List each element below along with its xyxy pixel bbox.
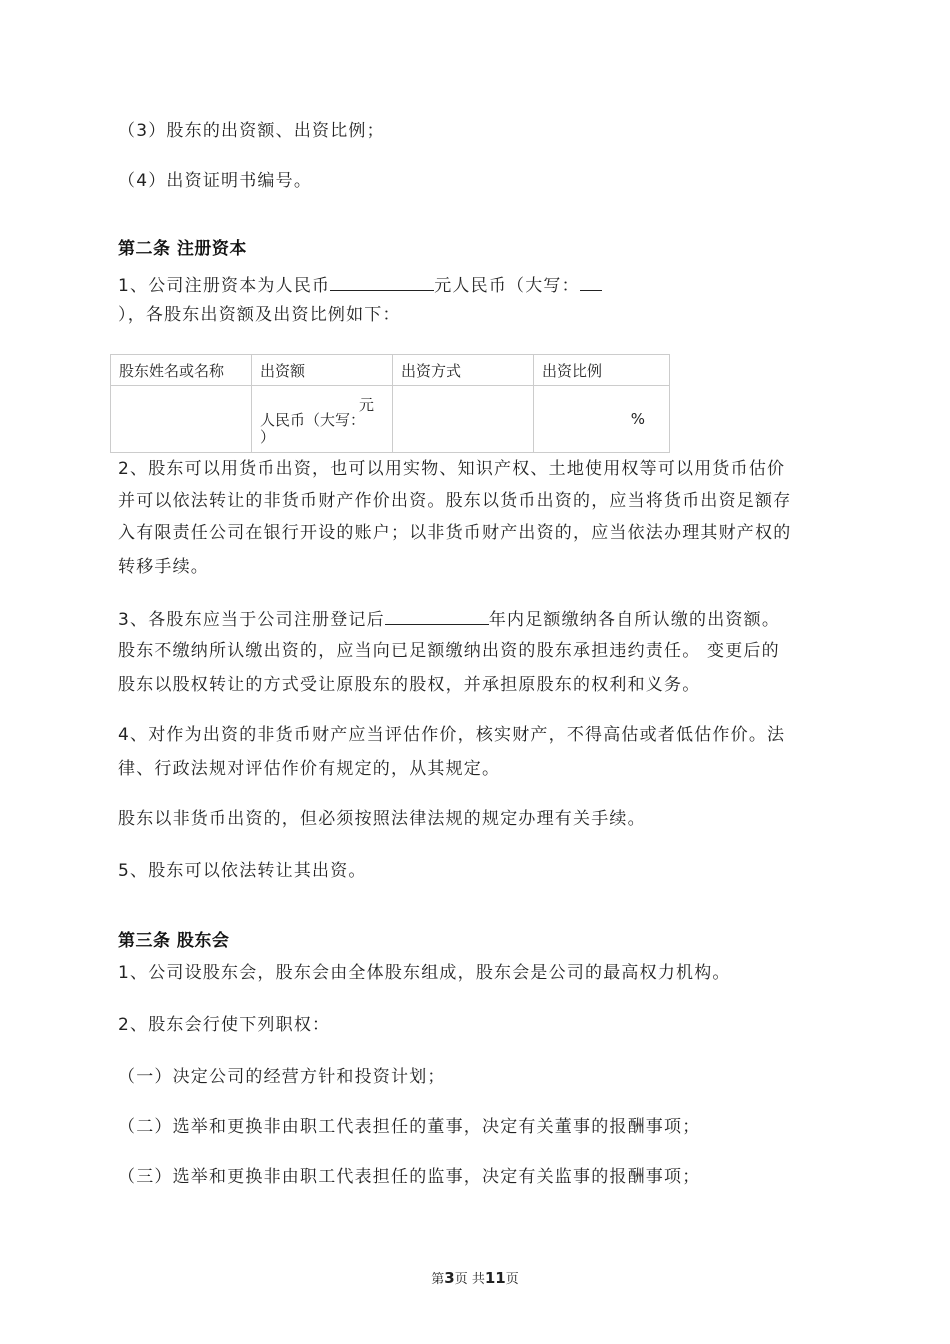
capital-contribution-table — [110, 354, 670, 453]
header-shareholder-name: 股东姓名或名称 — [111, 355, 252, 386]
item-4: （4）出资证明书编号。 — [118, 171, 313, 191]
article-2-para-4-line-1: 4、对作为出资的非货币财产应当评估作价，核实财产，不得高估或者低估作价。法 — [118, 725, 786, 745]
article-2-para-2-line-2: 并可以依法转让的非货币财产作价出资。股东以货币出资的，应当将货币出资足额存 — [118, 491, 792, 511]
amount-yuan-label: 元 — [358, 396, 374, 414]
para-3-text-a: 3、各股东应当于公司注册登记后 — [118, 610, 385, 630]
item-3: （3）股东的出资额、出资比例； — [118, 121, 385, 141]
article-3-para-1: 1、公司设股东会，股东会由全体股东组成，股东会是公司的最高权力机构。 — [118, 963, 731, 983]
header-contribution-method: 出资方式 — [393, 355, 534, 386]
para-1-text-a: 1、公司注册资本为人民币 — [118, 276, 331, 296]
para-1-text-b: 元人民币（大写： — [434, 276, 580, 296]
table-header-row — [111, 355, 670, 386]
header-contribution-ratio: 出资比例 — [534, 355, 670, 386]
footer-page-number: 3 — [444, 1269, 455, 1287]
header-contribution-amount: 出资额 — [252, 355, 393, 386]
article-3-item-3: （三）选举和更换非由职工代表担任的监事，决定有关监事的报酬事项； — [118, 1167, 701, 1187]
article-2-title: 第二条 注册资本 — [118, 239, 247, 259]
article-3-item-1: （一）决定公司的经营方针和投资计划； — [118, 1067, 446, 1087]
article-3-title: 第三条 股东会 — [118, 931, 230, 951]
footer-ye: 页 — [505, 1272, 519, 1287]
cell-shareholder-name[interactable] — [111, 386, 252, 453]
article-2-para-2-line-1: 2、股东可以用货币出资，也可以用实物、知识产权、土地使用权等可以用货币估价 — [118, 459, 786, 479]
article-2-para-4-line-2: 律、行政法规对评估作价有规定的，从其规定。 — [118, 759, 501, 779]
payment-years-blank[interactable] — [385, 606, 489, 625]
article-2-para-5: 5、股东可以依法转让其出资。 — [118, 861, 367, 881]
article-2-para-4-line-3: 股东以非货币出资的，但必须按照法律法规的规定办理有关手续。 — [118, 809, 646, 829]
article-2-para-3-line-2: 股东不缴纳所认缴出资的，应当向已足额缴纳出资的股东承担违约责任。 变更后的 — [118, 641, 780, 661]
table-row — [111, 386, 670, 453]
cell-contribution-method[interactable] — [393, 386, 534, 453]
amount-close-paren: ） — [260, 428, 276, 446]
article-2-para-1 — [118, 272, 602, 297]
article-2-para-2-line-3: 入有限责任公司在银行开设的账户；以非货币财产出资的，应当依法办理其财产权的 — [118, 523, 792, 543]
cell-contribution-ratio[interactable]: % — [534, 386, 670, 453]
para-3-text-b: 年内足额缴纳各自所认缴的出资额。 — [488, 610, 781, 630]
footer-di: 第 — [431, 1272, 445, 1287]
article-3-item-2: （二）选举和更换非由职工代表担任的董事，决定有关董事的报酬事项； — [118, 1117, 701, 1137]
footer-total-pages: 11 — [484, 1269, 506, 1287]
amount-rmb-text: 人民币（大写： — [260, 411, 366, 429]
article-2-para-3-line-3: 股东以股权转让的方式受让原股东的股权，并承担原股东的权利和义务。 — [118, 675, 701, 695]
article-2-para-3-line-1 — [118, 606, 780, 631]
cell-contribution-amount[interactable] — [252, 386, 393, 453]
amount-rmb-label — [260, 412, 365, 446]
footer-ye-gong: 页 共 — [454, 1272, 485, 1287]
capital-amount-blank[interactable] — [330, 272, 434, 291]
article-3-para-2: 2、股东会行使下列职权： — [118, 1015, 331, 1035]
article-2-para-2-line-4: 转移手续。 — [118, 557, 209, 577]
page-footer — [0, 1268, 950, 1287]
article-2-para-1-cont: ），各股东出资额及出资比例如下： — [118, 305, 401, 325]
capital-words-blank[interactable] — [580, 272, 602, 291]
